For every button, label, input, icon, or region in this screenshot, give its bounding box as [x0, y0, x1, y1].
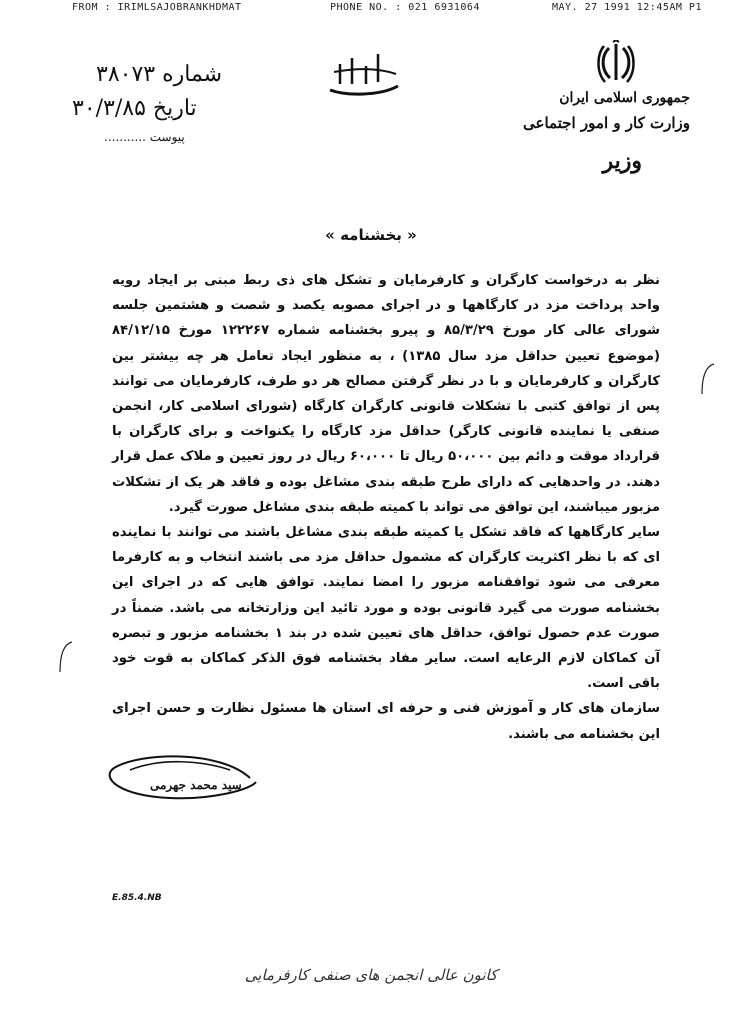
- signatory-name: سید محمد جهرمی: [150, 778, 242, 792]
- fax-from: FROM : IRIMLSAJOBRANKHDMAT: [72, 2, 242, 13]
- reference-date: تاریخ ۳۰/۳/۸۵: [72, 96, 197, 121]
- document-title: « بخشنامه »: [325, 226, 417, 244]
- document-body: [112, 268, 660, 747]
- margin-mark-icon: [698, 362, 718, 398]
- handwritten-note: کانون عالی انجمن های صنفی کارفرمایی: [244, 966, 498, 984]
- body-paragraph-1: نظر به درخواست کارگران و کارفرمایان و تشکل های ذی ربط مبنی بر ایجاد رویه واحد پرداخت مزد در کارگاهها و در اجرای مصوبه یکصد و شصت و هشتمین جلسه شورای عالی کار مورخ ۸۵/۳/۲۹ و پیرو بخشنامه شماره ۱۲۲۲۶۷ مورخ ۸۴/۱۲/۱۵ (موضوع تعیین حداقل مزد سال ۱۳۸۵) ، به منظور ایجاد تعامل هر چه بیشتر بین کارگران و کارفرمایان و با در نظر گرفتن مصالح هر دو طرف، کارفرمایان می توانند پس از توافق کتبی با تشکلات قانونی کارگران کارگاه (شورای اسلامی کار، انجمن صنفی یا نماینده قانونی کارگر) حداقل مزد کارگاه را یکنواخت و برای کارگران با قرارداد موقت و دائم بین ۵۰،۰۰۰ ریال تا ۶۰،۰۰۰ ریال در روز تعیین و ملاک عمل قرار دهند. در واحدهایی که دارای طرح طبقه بندی مشاغل بوده و فاقد هر یک از تشکلات مزبور میباشند، این توافق می تواند با کمیته طبقه بندی مشاغل صورت گیرد.: [112, 273, 661, 515]
- fax-date: MAY. 27 1991 12:45AM P1: [552, 2, 702, 13]
- body-paragraph-3: سازمان های کار و آموزش فنی و حرفه ای استان ها مسئول نظارت و حسن اجرای این بخشنامه می باشند.: [112, 701, 660, 742]
- letterhead-republic: جمهوری اسلامی ایران: [559, 90, 690, 106]
- body-paragraph-2: سایر کارگاهها که فاقد تشکل یا کمیته طبقه بندی مشاغل باشند می توانند با نماینده ای که با نظر اکثریت کارگران که مشمول حداقل مزد می باشند انتخاب و به کارفرما معرفی می شود توافقنامه مزبور را امضا نمایند. توافق هایی که در اجرای این بخشنامه صورت می گیرد قانونی بوده و مورد تائید این وزارتخانه می باشد. ضمناً در صورت عدم حصول توافق، حداقل های تعیین شده در بند ۱ بخشنامه مزبور و تبصره آن کماکان لازم الرعایه است. سایر مفاد بخشنامه فوق الذکر کماکان به قوت خود باقی است.: [112, 525, 661, 692]
- reference-enclosure: پیوست ...........: [104, 130, 185, 144]
- letterhead-office: وزیر: [602, 148, 642, 174]
- letterhead-ministry: وزارت کار و امور اجتماعی: [523, 114, 690, 132]
- fax-phone: PHONE NO. : 021 6931064: [330, 2, 480, 13]
- margin-mark-icon: [56, 640, 76, 676]
- reference-number: شماره ۳۸۰۷۳: [96, 62, 223, 87]
- document-code: E.85.4.NB: [112, 893, 162, 903]
- iran-emblem-icon: [596, 40, 636, 86]
